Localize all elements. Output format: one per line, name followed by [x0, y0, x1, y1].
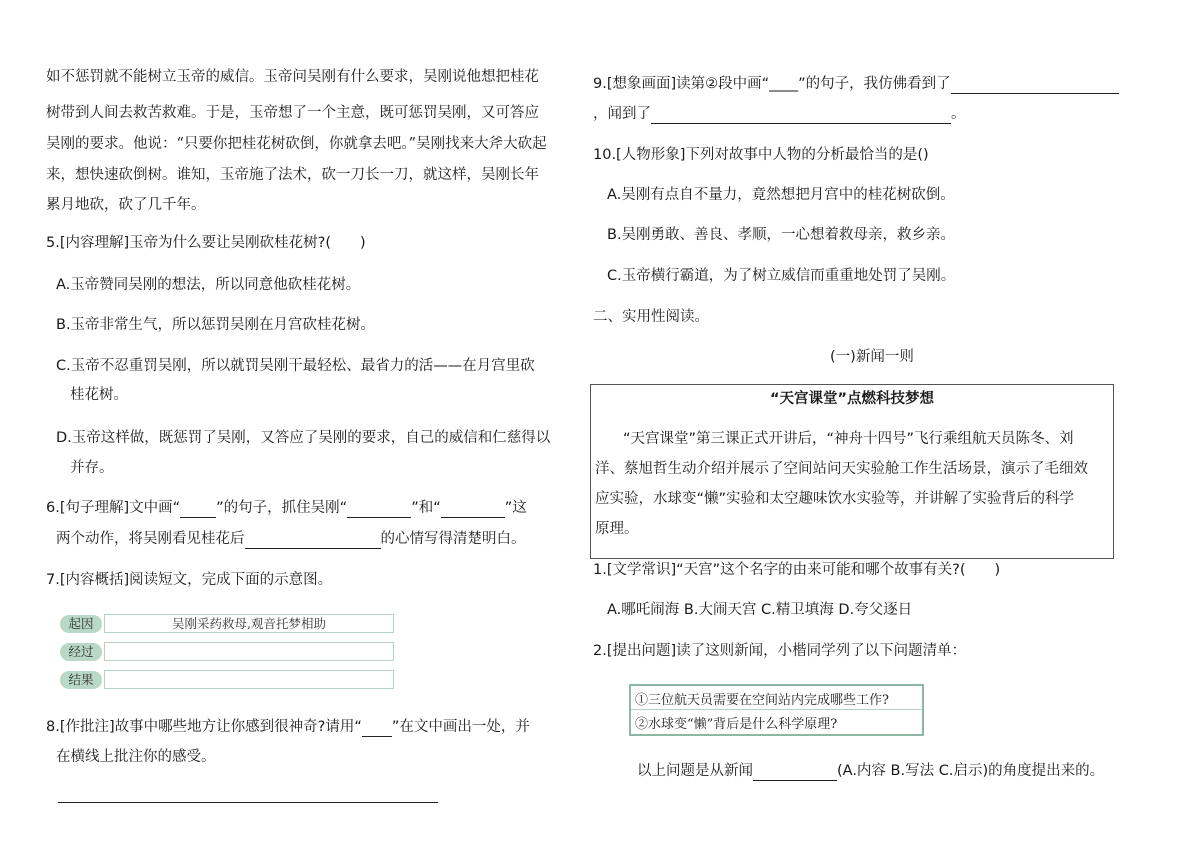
q6-answer-blank-3[interactable]: [245, 532, 381, 549]
q8-line1: [46, 717, 530, 737]
q2-tail: [637, 761, 1104, 781]
q9-blank-mark: ____: [769, 76, 799, 92]
diagram-row-process[interactable]: [104, 642, 394, 661]
q6-text-3: ”和“: [411, 500, 441, 516]
news-line-2: 洋、蔡旭哲生动介绍并展示了空间站问天实验舱工作生活场景，演示了毛细效: [595, 461, 1088, 477]
news-box: [590, 384, 1114, 559]
q8-line2: 在横线上批注你的感受。: [56, 749, 216, 765]
q9-line2: [593, 104, 966, 124]
news-line-4: 原理。: [595, 521, 639, 537]
q8-answer-line[interactable]: [58, 802, 438, 803]
q10-option-c: C.玉帝横行霸道，为了树立威信而重重地处罚了吴刚。: [607, 268, 956, 284]
q5-option-c-line2: 桂花树。: [70, 387, 128, 403]
q2-text-2: (A.内容 B.写法 C.启示)的角度提出来的。: [837, 763, 1105, 779]
q2-list-item-2: ②水球变“懒”背后是什么科学原理?: [635, 717, 838, 732]
q6-line2: [56, 529, 526, 549]
q7-stem: 7.[内容概括]阅读短文，完成下面的示意图。: [46, 572, 333, 588]
q6-answer-blank-2[interactable]: [441, 501, 505, 518]
q1-stem: 1.[文学常识]“天宫”这个名字的由来可能和哪个故事有关?( ): [593, 562, 1001, 578]
q9-text-4: 。: [951, 106, 966, 122]
q5-option-c-line1: C.玉帝不忍重罚吴刚，所以就罚吴刚干最轻松、最省力的活——在月宫里砍: [56, 358, 535, 374]
q9-line1: [593, 74, 1119, 94]
q9-text-1: 9.[想象画面]读第②段中画“: [593, 76, 770, 92]
q9-text-3: ，闻到了: [593, 106, 651, 122]
q6-answer-blank-1[interactable]: [347, 501, 411, 518]
news-line-3: 应实验，水球变“懒”实验和太空趣味饮水实验等，并讲解了实验背后的科学: [595, 491, 1075, 507]
passage-line-4: 来，想快速砍倒树。谁知，玉帝施了法术，砍一刀长一刀，就这样，吴刚长年: [46, 167, 539, 183]
diagram-cause-text: 吴刚采药救母,观音托梦相助: [172, 616, 326, 631]
q6-text-6: 的心情写得清楚明白。: [380, 531, 526, 547]
q2-text-1: 以上问题是从新闻: [637, 763, 753, 779]
q6-text-2: ”的句子，抓住吴刚“: [216, 500, 348, 516]
q9-text-2: ”的句子，我仿佛看到了: [798, 76, 951, 92]
q2-answer-blank[interactable]: [753, 764, 837, 781]
q5-option-d-line1: D.玉帝这样做，既惩罚了吴刚，又答应了吴刚的要求，自己的威信和仁慈得以: [56, 430, 551, 446]
q6-mark-blank: [180, 501, 216, 518]
q10-stem: 10.[人物形象]下列对故事中人物的分析最恰当的是(): [593, 147, 929, 163]
q8-mark-blank: [362, 720, 392, 737]
q10-option-b: B.吴刚勇敢、善良、孝顺，一心想着救母亲，救乡亲。: [607, 227, 956, 243]
q6-text-5: 两个动作，将吴刚看见桂花后: [56, 531, 245, 547]
q9-answer-blank-1[interactable]: [951, 77, 1119, 94]
q8-text-1: 8.[作批注]故事中哪些地方让你感到很神奇?请用“: [46, 719, 362, 735]
diagram-row-result[interactable]: [104, 670, 394, 689]
q6-text-4: ”这: [504, 500, 527, 516]
q10-option-a: A.吴刚有点自不量力，竟然想把月宫中的桂花树砍倒。: [607, 187, 955, 203]
section-2-heading: 二、实用性阅读。: [593, 309, 709, 325]
passage-line-3: 吴刚的要求。他说：“只要你把桂花树砍倒，你就拿去吧。”吴刚找来大斧大砍起: [46, 136, 547, 152]
q5-option-a: A.玉帝赞同吴刚的想法，所以同意他砍桂花树。: [56, 277, 361, 293]
q5-stem: 5.[内容理解]玉帝为什么要让吴刚砍桂花树?( ): [46, 235, 366, 251]
q8-text-2: ”在文中画出一处，并: [391, 719, 530, 735]
q9-answer-blank-2[interactable]: [651, 107, 951, 124]
passage-line-1: 如不惩罚就不能树立玉帝的威信。玉帝问吴刚有什么要求，吴刚说他想把桂花: [46, 69, 539, 85]
news-title: “天宫课堂”点燃科技梦想: [769, 391, 935, 407]
passage-line-5: 累月地砍，砍了几千年。: [46, 197, 206, 213]
q5-option-d-line2: 并存。: [70, 460, 114, 476]
q5-option-b: B.玉帝非常生气，所以惩罚吴刚在月宫砍桂花树。: [56, 317, 376, 333]
q2-list-divider: [631, 709, 922, 710]
q6-text-1: 6.[句子理解]文中画“: [46, 500, 181, 516]
q2-list-item-1: ①三位航天员需要在空间站内完成哪些工作?: [635, 693, 889, 708]
q2-question-list: [629, 684, 924, 736]
passage-line-2: 树带到人间去救苦救难。于是，玉帝想了一个主意，既可惩罚吴刚，又可答应: [46, 105, 539, 121]
diagram-label-process: 经过: [60, 643, 102, 661]
diagram-label-result: 结果: [60, 671, 102, 689]
diagram-row-cause[interactable]: [104, 614, 394, 633]
q1-options: A.哪吒闹海 B.大闹天宫 C.精卫填海 D.夸父逐日: [607, 602, 913, 618]
q6-line1: [46, 498, 527, 518]
news-heading: (一)新闻一则: [830, 349, 914, 365]
q2-stem: 2.[提出问题]读了这则新闻，小楷同学列了以下问题清单：: [593, 643, 967, 659]
news-line-1: “天宫课堂”第三课正式开讲后，“神舟十四号”飞行乘组航天员陈冬、刘: [623, 431, 1074, 447]
diagram-label-cause: 起因: [60, 615, 102, 633]
